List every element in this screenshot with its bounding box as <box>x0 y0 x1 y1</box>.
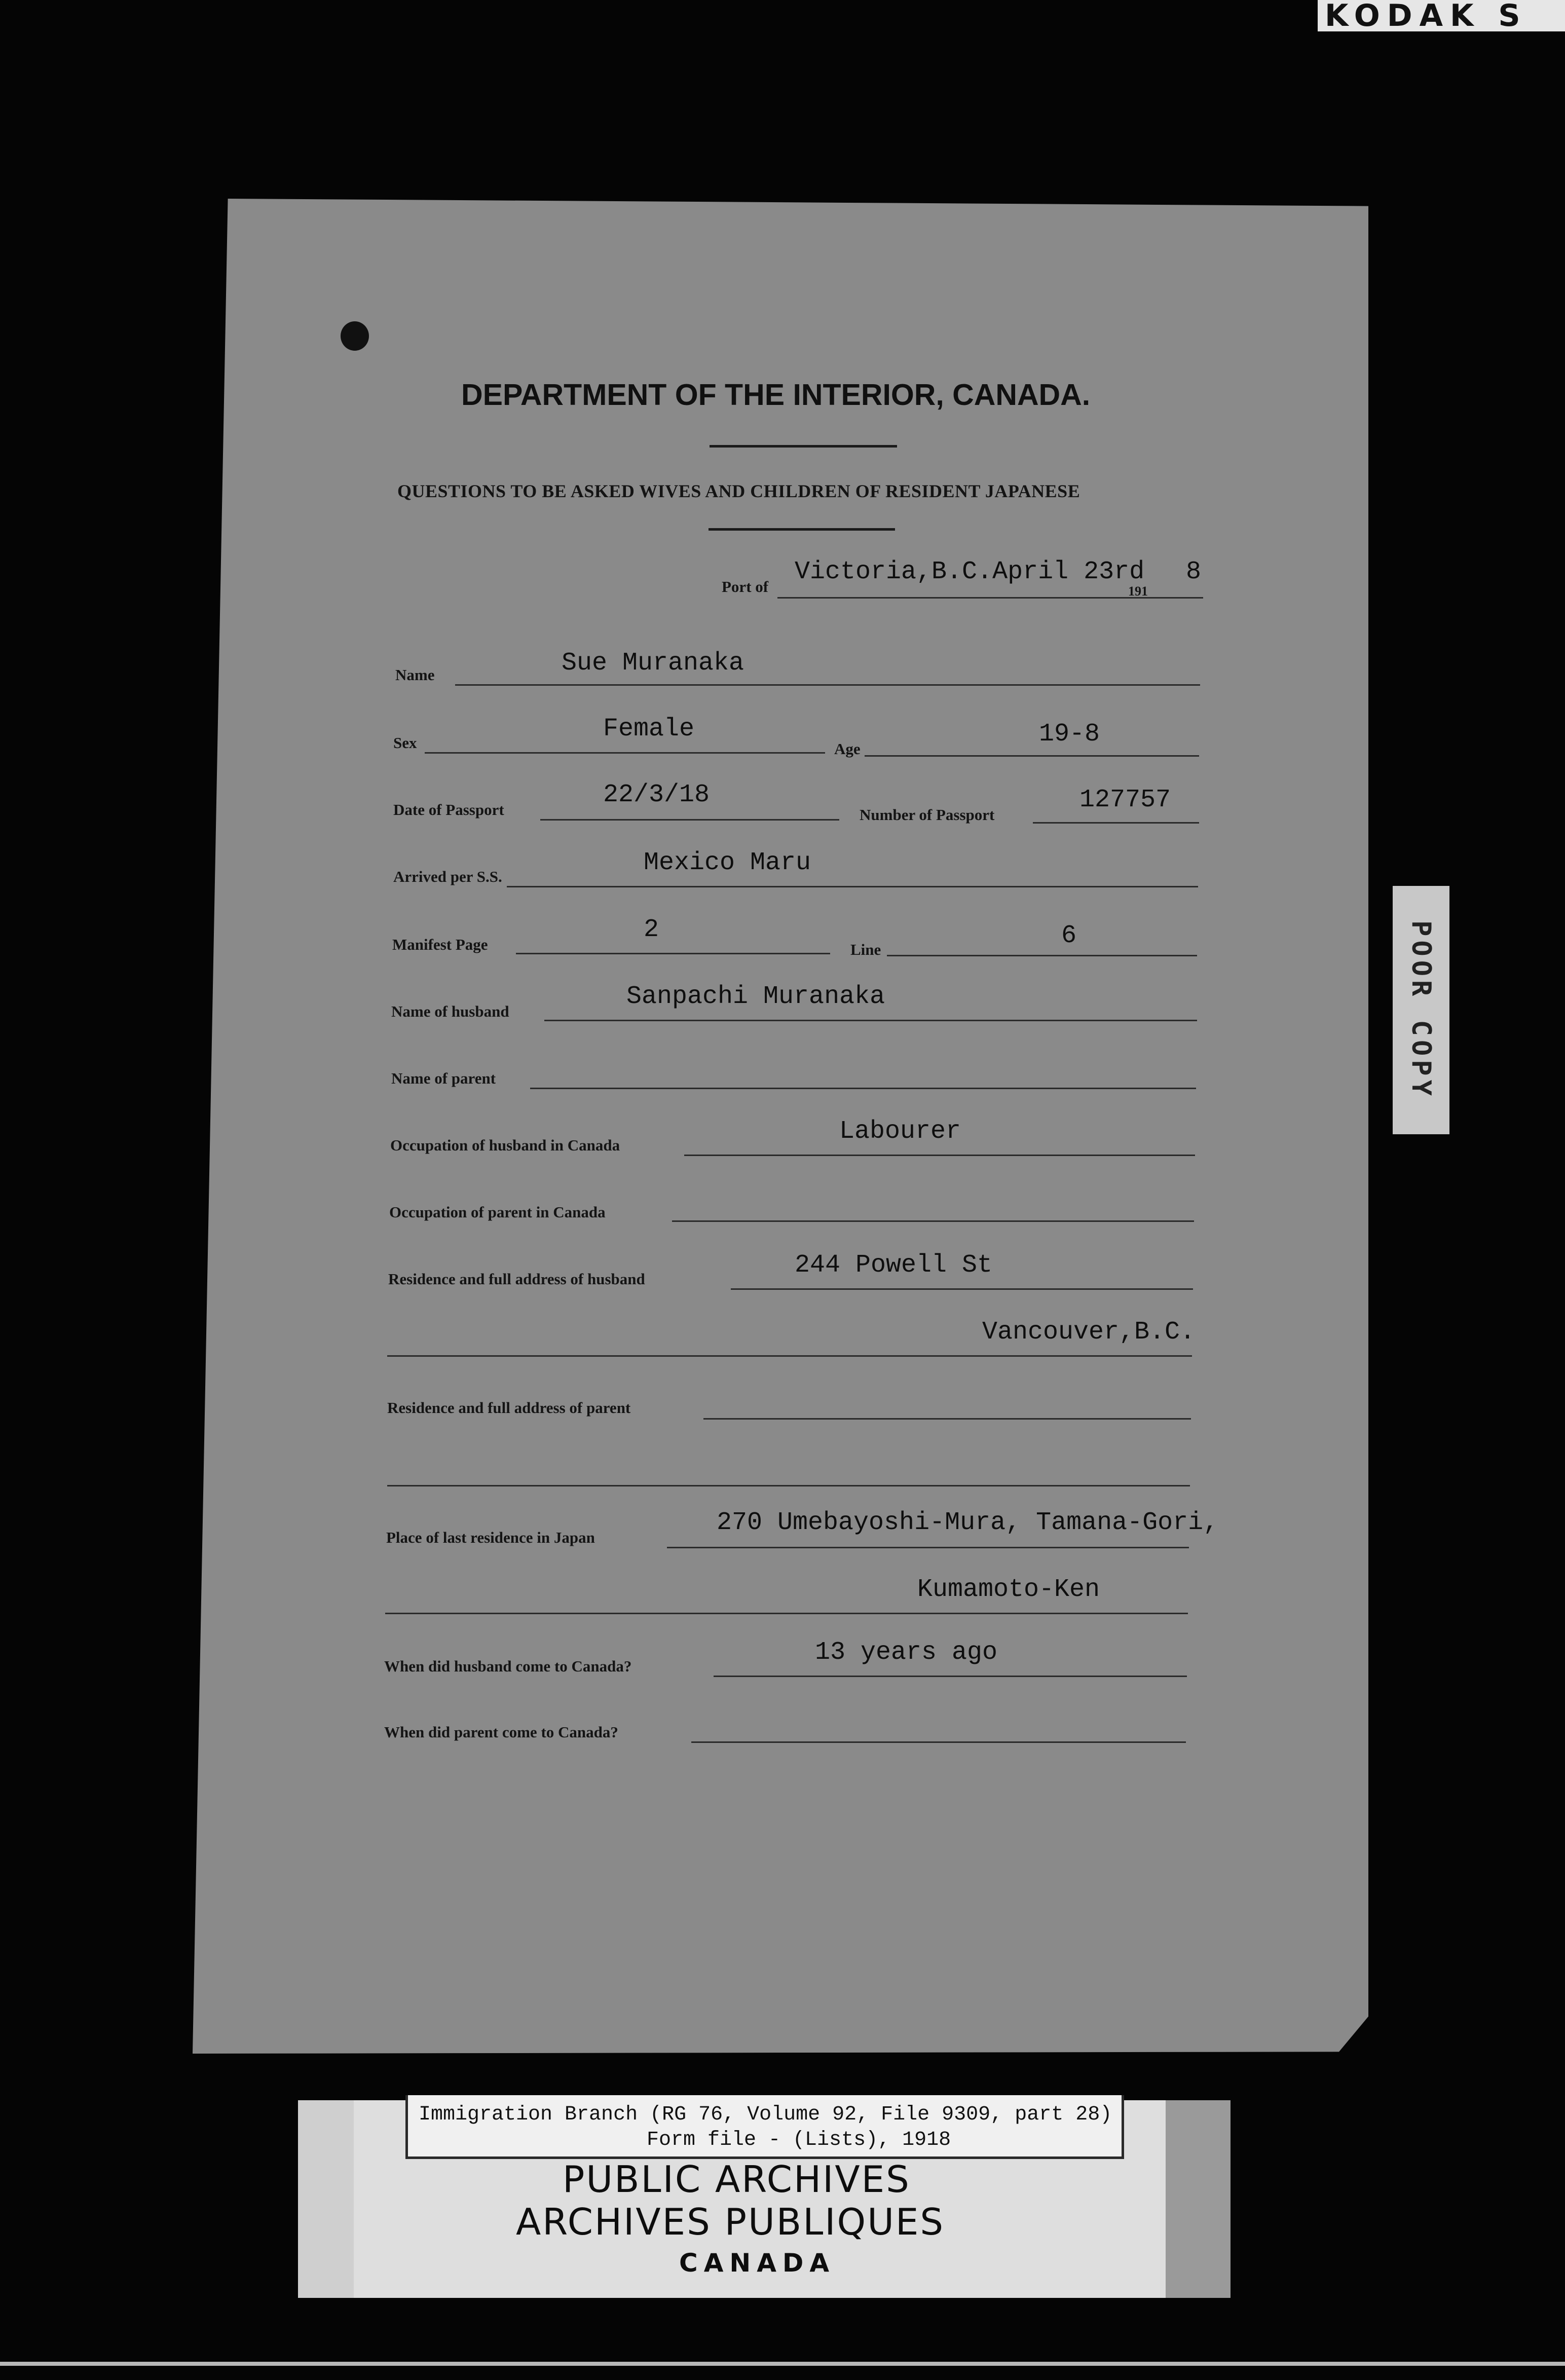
occupation-husband-label: Occupation of husband in Canada <box>390 1136 620 1154</box>
archive-name-french: ARCHIVES PUBLIQUES <box>516 2201 945 2243</box>
poor-copy-stamp <box>1393 886 1449 1134</box>
last-residence-japan-label: Place of last residence in Japan <box>386 1529 595 1546</box>
residence-parent-line <box>703 1418 1191 1420</box>
name-of-husband-value: Sanpachi Muranaka <box>626 982 885 1011</box>
poor-copy-text: POOR COPY <box>1406 920 1436 1100</box>
number-of-passport-value: 127757 <box>1079 786 1171 814</box>
name-value: Sue Muranaka <box>562 649 744 678</box>
subtitle-rule <box>709 528 895 531</box>
name-label: Name <box>395 666 435 684</box>
parent-came-line <box>691 1741 1186 1743</box>
form-subtitle: QUESTIONS TO BE ASKED WIVES AND CHILDREN OF RESIDENT JAPANESE <box>397 481 1080 501</box>
number-of-passport-label: Number of Passport <box>860 806 995 824</box>
sex-value: Female <box>603 715 695 743</box>
residence-husband-value: 244 Powell St <box>795 1251 993 1280</box>
form-paper <box>193 199 1368 2054</box>
residence-parent-line-2 <box>387 1485 1190 1486</box>
husband-came-value: 13 years ago <box>815 1638 998 1667</box>
film-bottom-edge <box>0 2362 1565 2366</box>
husband-came-label: When did husband come to Canada? <box>384 1657 632 1675</box>
year-prefix: 191 <box>1128 584 1148 599</box>
name-of-parent-line <box>530 1088 1196 1089</box>
archive-name-english: PUBLIC ARCHIVES <box>563 2158 911 2201</box>
residence-parent-label: Residence and full address of parent <box>387 1399 631 1417</box>
line-line <box>887 955 1197 956</box>
line-value: 6 <box>1061 921 1077 950</box>
arrived-per-value: Mexico Maru <box>644 848 811 877</box>
name-of-husband-line <box>544 1020 1197 1021</box>
age-line <box>865 755 1199 757</box>
date-of-passport-label: Date of Passport <box>393 801 504 819</box>
port-value: Victoria,B.C.April 23rd <box>795 557 1145 586</box>
title-rule <box>710 445 897 448</box>
manifest-page-line <box>516 953 830 954</box>
name-of-parent-label: Name of parent <box>391 1069 496 1087</box>
name-of-husband-label: Name of husband <box>391 1002 509 1020</box>
parent-came-label: When did parent come to Canada? <box>384 1723 618 1741</box>
name-line <box>455 684 1200 686</box>
archive-card-left-edge <box>298 2100 354 2298</box>
punch-hole <box>341 321 369 351</box>
last-residence-japan-value-2: Kumamoto-Ken <box>917 1575 1100 1604</box>
archive-reference-line-2: Form file - (Lists), 1918 <box>647 2129 951 2151</box>
line-label: Line <box>850 941 881 958</box>
arrived-per-label: Arrived per S.S. <box>393 868 502 885</box>
number-of-passport-line <box>1033 822 1199 824</box>
arrived-per-line <box>507 886 1198 887</box>
manifest-page-label: Manifest Page <box>392 936 488 953</box>
husband-came-line <box>714 1676 1187 1677</box>
year-suffix: 8 <box>1186 557 1202 586</box>
occupation-husband-value: Labourer <box>839 1117 961 1146</box>
sex-line <box>425 752 825 754</box>
occupation-parent-line <box>672 1220 1194 1222</box>
archive-country: CANADA <box>679 2248 836 2278</box>
age-label: Age <box>834 740 861 758</box>
occupation-parent-label: Occupation of parent in Canada <box>389 1203 606 1221</box>
occupation-husband-line <box>684 1155 1195 1156</box>
port-label: Port of <box>722 578 769 596</box>
residence-husband-label: Residence and full address of husband <box>388 1270 645 1288</box>
residence-husband-value-2: Vancouver,B.C. <box>982 1318 1196 1347</box>
archive-reference-line-1: Immigration Branch (RG 76, Volume 92, File 9309, part 28) <box>419 2103 1112 2126</box>
last-residence-japan-line <box>667 1547 1189 1548</box>
date-of-passport-value: 22/3/18 <box>603 780 710 809</box>
manifest-page-value: 2 <box>644 915 659 944</box>
archive-card-right-edge <box>1166 2100 1231 2298</box>
date-of-passport-line <box>540 819 839 821</box>
last-residence-japan-line-2 <box>385 1613 1188 1614</box>
film-edge-label: KODAK S <box>1318 0 1565 31</box>
residence-husband-line-2 <box>387 1355 1192 1357</box>
age-value: 19-8 <box>1039 720 1100 749</box>
department-title: DEPARTMENT OF THE INTERIOR, CANADA. <box>461 378 1091 412</box>
residence-husband-line <box>731 1288 1193 1290</box>
sex-label: Sex <box>393 734 417 752</box>
last-residence-japan-value: 270 Umebayoshi-Mura, Tamana-Gori, <box>717 1508 1219 1537</box>
